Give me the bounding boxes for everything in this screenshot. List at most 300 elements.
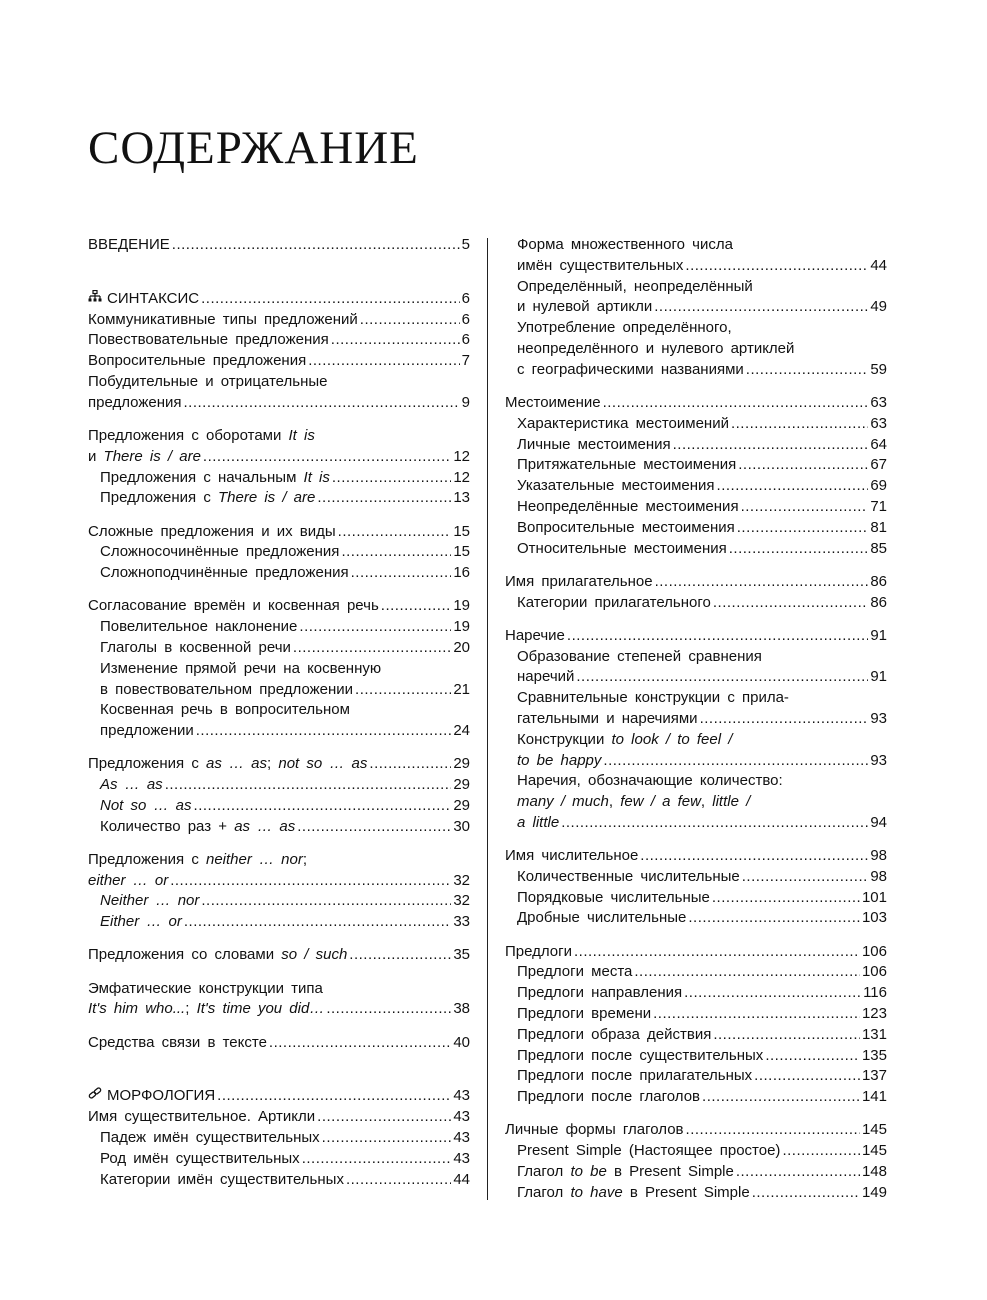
dot-leader <box>702 1087 860 1108</box>
toc-entry[interactable] <box>88 596 470 617</box>
toc-entry-title <box>100 638 291 659</box>
dot-leader <box>603 393 869 414</box>
toc-entry-text: a little <box>517 813 560 831</box>
toc-entry-text: Наречие <box>505 626 565 644</box>
toc-entry-title <box>100 1128 320 1149</box>
toc-page-number: 86 <box>870 572 887 590</box>
toc-entry-continuation <box>88 372 470 393</box>
toc-entry-title <box>88 289 199 310</box>
section-gap <box>88 966 470 978</box>
dot-leader <box>765 1046 860 1067</box>
toc-entry-text: предложения <box>88 393 182 411</box>
toc-entry[interactable] <box>88 310 470 331</box>
dot-leader <box>331 330 460 351</box>
dot-leader <box>561 813 868 834</box>
toc-page-number: 86 <box>870 593 887 611</box>
dot-leader <box>317 1107 451 1128</box>
toc-entry-text: Имя прилагательное <box>505 572 653 590</box>
toc-entry-title <box>88 979 323 1000</box>
toc-entry-title <box>517 1162 734 1183</box>
toc-page-number: 94 <box>870 813 887 831</box>
dot-leader <box>170 871 451 892</box>
dot-leader <box>686 1120 860 1141</box>
toc-entry-continuation <box>88 426 470 447</box>
toc-page-number: 123 <box>861 1005 887 1023</box>
toc-entry-title <box>517 360 744 381</box>
toc-entry-text: Глаголы в косвенной речи <box>100 638 291 656</box>
toc-entry-continuation <box>505 688 887 709</box>
toc-entry[interactable] <box>88 522 470 543</box>
toc-entry[interactable] <box>505 846 887 867</box>
section-gap <box>88 1020 470 1032</box>
toc-page-number: 91 <box>870 626 887 644</box>
toc-entry-title <box>100 891 199 912</box>
dot-leader <box>653 1004 860 1025</box>
dot-leader <box>782 1141 860 1162</box>
toc-entry-text: Личные местоимения <box>517 435 671 453</box>
toc-entry[interactable] <box>88 871 470 892</box>
toc-entry-title <box>505 626 565 647</box>
toc-page-number: 116 <box>863 984 887 1002</box>
toc-entry-continuation <box>505 647 887 668</box>
section-gap <box>88 256 470 289</box>
toc-entry[interactable] <box>505 497 887 518</box>
toc-page-number: 106 <box>861 963 887 981</box>
toc-entry[interactable] <box>88 775 470 796</box>
toc-entry-text: Предложения с as … as; not so … as <box>88 755 368 773</box>
toc-entry[interactable] <box>88 468 470 489</box>
toc-page-number: 6 <box>461 331 470 349</box>
toc-entry-text: Изменение прямой речи на косвенную <box>100 659 382 677</box>
toc-page-number: 6 <box>461 310 470 328</box>
toc-entry[interactable] <box>505 393 887 414</box>
toc-page-number: 98 <box>870 867 887 885</box>
toc-page-number: 63 <box>870 393 887 411</box>
toc-entry-title <box>517 888 710 909</box>
toc-page-number: 149 <box>861 1183 887 1201</box>
toc-entry-title <box>517 414 729 435</box>
toc-entry[interactable] <box>505 572 887 593</box>
toc-entry-title <box>517 1087 700 1108</box>
toc-entry-text: Имя числительное <box>505 847 639 865</box>
toc-page-number: 32 <box>453 871 470 889</box>
toc-entry-title <box>517 1025 711 1046</box>
toc-entry-title <box>517 1141 780 1162</box>
toc-entry-text: Предлоги после прилагательных <box>517 1067 753 1085</box>
toc-entry[interactable] <box>505 256 887 277</box>
toc-entry[interactable] <box>88 1149 470 1170</box>
toc-entry-text: Предлоги времени <box>517 1005 652 1023</box>
toc-page-number: 93 <box>870 751 887 769</box>
toc-entry-text: Коммуникативные типы предложений <box>88 310 358 328</box>
toc-entry-title <box>517 435 671 456</box>
toc-entry[interactable] <box>88 563 470 584</box>
dot-leader <box>673 435 869 456</box>
dot-leader <box>369 754 451 775</box>
toc-page-number: 9 <box>461 393 470 411</box>
toc-entry-title <box>100 817 295 838</box>
dot-leader <box>688 908 860 929</box>
dot-leader <box>293 638 451 659</box>
toc-entry-text: Глагол to have в Present Simple <box>517 1183 750 1201</box>
toc-entry[interactable] <box>88 351 470 372</box>
toc-entry-title <box>517 813 559 834</box>
toc-left-column <box>88 235 470 1190</box>
toc-entry-text: Повествовательные предложения <box>88 331 329 349</box>
toc-entry-continuation <box>88 979 470 1000</box>
toc-entry-text: Количество раз + as … as <box>100 817 296 835</box>
toc-entry-text: Вопросительные местоимения <box>517 518 735 536</box>
toc-entry-title <box>88 393 182 414</box>
dot-leader <box>172 235 460 256</box>
toc-entry-text: As … as <box>100 776 163 794</box>
toc-page-number: 35 <box>453 946 470 964</box>
toc-entry-text: Дробные числительные <box>517 909 687 927</box>
dot-leader <box>736 1162 860 1183</box>
toc-entry-text: Личные формы глаголов <box>505 1121 684 1139</box>
toc-entry-text: Not so … as <box>100 796 192 814</box>
toc-entry-title <box>517 983 682 1004</box>
toc-entry-text: Neither … nor <box>100 892 200 910</box>
dot-leader <box>351 563 452 584</box>
toc-entry-text: Предлоги места <box>517 963 633 981</box>
toc-entry[interactable] <box>505 983 887 1004</box>
toc-entry[interactable] <box>505 455 887 476</box>
toc-entry-text: to be happy <box>517 751 602 769</box>
toc-entry-text: Косвенная речь в вопросительном <box>100 701 350 719</box>
toc-entry-text: Форма множественного числа <box>517 236 733 253</box>
toc-page-number: 44 <box>453 1170 470 1188</box>
toc-entry[interactable] <box>88 680 470 701</box>
dot-leader <box>738 455 868 476</box>
section-gap <box>88 933 470 945</box>
toc-entry[interactable] <box>505 297 887 318</box>
toc-entry[interactable] <box>88 721 470 742</box>
dot-leader <box>196 721 452 742</box>
toc-entry[interactable] <box>88 891 470 912</box>
toc-entry-text: Сложноподчинённые предложения <box>100 564 349 582</box>
toc-entry-title <box>517 1183 750 1204</box>
toc-entry-text: Предложения со словами so / such <box>88 946 348 964</box>
dot-leader <box>603 751 868 772</box>
page-title: СОДЕРЖАНИЕ <box>88 122 419 174</box>
toc-page-number: 33 <box>453 913 470 931</box>
dot-leader <box>742 867 869 888</box>
toc-entry-title <box>88 1033 267 1054</box>
dot-leader <box>640 846 868 867</box>
toc-entry-text: Средства связи в тексте <box>88 1033 267 1051</box>
toc-entry[interactable] <box>88 289 470 310</box>
toc-page-number: 19 <box>453 597 470 615</box>
toc-entry[interactable] <box>505 1025 887 1046</box>
toc-entry-text: Падеж имён существительных <box>100 1129 320 1147</box>
toc-entry-text: Указательные местоимения <box>517 477 715 495</box>
toc-entry-text: с географическими названиями <box>517 360 744 378</box>
toc-page-number: 24 <box>453 722 470 740</box>
dot-leader <box>731 414 868 435</box>
dot-leader <box>700 709 869 730</box>
toc-page-number: 7 <box>461 352 470 370</box>
section-gap <box>88 584 470 596</box>
toc-page-number: 103 <box>861 909 887 927</box>
toc-entry[interactable] <box>88 945 470 966</box>
toc-entry-title <box>517 318 732 339</box>
syntax-icon <box>88 289 103 310</box>
section-gap <box>88 414 470 426</box>
toc-entry-title <box>517 256 683 277</box>
toc-page-number: 13 <box>453 489 470 507</box>
toc-entry-title <box>505 572 653 593</box>
toc-entry-text: It's him who...; It's time you did… <box>88 1000 325 1018</box>
section-gap <box>88 742 470 754</box>
dot-leader <box>297 817 451 838</box>
toc-page-number: 71 <box>870 497 887 515</box>
toc-entry[interactable] <box>88 912 470 933</box>
toc-page-number: 106 <box>861 942 887 960</box>
toc-entry-title <box>517 1066 752 1087</box>
toc-page-number: 5 <box>461 236 470 253</box>
dot-leader <box>308 351 459 372</box>
dot-leader <box>338 522 452 543</box>
toc-entry[interactable] <box>505 908 887 929</box>
toc-entry[interactable] <box>88 393 470 414</box>
toc-entry[interactable] <box>505 539 887 560</box>
toc-entry-title <box>88 447 201 468</box>
toc-entry-text: Предложения с начальным It is <box>100 468 330 486</box>
section-gap <box>505 834 887 846</box>
toc-entry-title <box>100 912 182 933</box>
toc-entry-text: предложении <box>100 722 194 740</box>
toc-entry-continuation <box>505 339 887 360</box>
toc-entry-title <box>100 542 339 563</box>
toc-page-number: 6 <box>461 289 470 307</box>
toc-entry-text: Порядковые числительные <box>517 888 710 906</box>
toc-entry-title <box>100 617 297 638</box>
toc-entry-text: Предлоги направления <box>517 984 683 1002</box>
toc-entry[interactable] <box>505 942 887 963</box>
toc-entry[interactable] <box>505 1120 887 1141</box>
toc-entry[interactable] <box>88 542 470 563</box>
section-gap <box>88 509 470 521</box>
toc-entry-title <box>517 647 762 668</box>
toc-entry-title <box>517 730 732 751</box>
toc-entry-continuation <box>505 318 887 339</box>
toc-entry-title <box>517 771 783 792</box>
toc-entry[interactable] <box>88 999 470 1020</box>
toc-entry-continuation <box>88 659 470 680</box>
toc-entry-text: Количественные числительные <box>517 867 740 885</box>
toc-entry-title <box>100 468 330 489</box>
toc-entry-text: Образование степеней сравнения <box>517 647 762 665</box>
dot-leader <box>332 468 451 489</box>
toc-page-number: 145 <box>861 1142 887 1160</box>
toc-entry-title <box>517 962 632 983</box>
dot-leader <box>194 796 452 817</box>
toc-entry[interactable] <box>505 709 887 730</box>
dot-leader <box>752 1183 860 1204</box>
dot-leader <box>217 1086 451 1107</box>
dot-leader <box>712 888 860 909</box>
toc-entry-continuation <box>88 850 470 871</box>
toc-entry-title <box>100 700 350 721</box>
toc-entry[interactable] <box>505 476 887 497</box>
toc-entry[interactable] <box>88 796 470 817</box>
toc-entry-text: Сложные предложения и их виды <box>88 522 336 540</box>
toc-page-number: 101 <box>861 888 887 906</box>
toc-entry[interactable] <box>88 488 470 509</box>
toc-entry-text: Согласование времён и косвенная речь <box>88 597 379 615</box>
toc-entry[interactable] <box>505 1162 887 1183</box>
dot-leader <box>713 593 868 614</box>
toc-page-number: 21 <box>453 680 470 698</box>
toc-page-number: 135 <box>861 1046 887 1064</box>
toc-entry[interactable] <box>505 962 887 983</box>
dot-leader <box>184 393 460 414</box>
toc-entry-title <box>517 476 715 497</box>
toc-entry-title <box>517 1046 763 1067</box>
toc-entry[interactable] <box>505 1087 887 1108</box>
dot-leader <box>567 626 868 647</box>
toc-page-number: 29 <box>453 776 470 794</box>
toc-entry[interactable] <box>88 1086 470 1107</box>
toc-entry-text: Определённый, неопределённый <box>517 277 753 295</box>
toc-page-number: 91 <box>870 668 887 686</box>
toc-entry-text: Относительные местоимения <box>517 539 727 557</box>
toc-entry[interactable] <box>88 754 470 775</box>
dot-leader <box>684 983 861 1004</box>
dot-leader <box>302 1149 452 1170</box>
dot-leader <box>654 297 868 318</box>
toc-entry[interactable] <box>88 617 470 638</box>
toc-entry-text: и нулевой артикли <box>517 298 653 316</box>
toc-entry[interactable] <box>505 360 887 381</box>
toc-page-number: 81 <box>870 518 887 536</box>
toc-entry[interactable] <box>505 1183 887 1204</box>
dot-leader <box>355 680 451 701</box>
toc-page-number: 43 <box>453 1129 470 1147</box>
toc-entry-title <box>88 871 168 892</box>
toc-entry-text: Either … or <box>100 913 182 931</box>
toc-entry-text: Конструкции to look / to feel / <box>517 730 733 748</box>
toc-entry-text: гательными и наречиями <box>517 709 698 727</box>
dot-leader <box>322 1128 452 1149</box>
toc-entry[interactable] <box>505 626 887 647</box>
dot-leader <box>326 999 451 1020</box>
toc-entry-title <box>88 310 358 331</box>
toc-page-number: 64 <box>870 435 887 453</box>
dot-leader <box>717 476 869 497</box>
toc-entry[interactable] <box>88 1033 470 1054</box>
section-gap <box>505 929 887 941</box>
toc-entry[interactable] <box>505 1066 887 1087</box>
toc-entry[interactable] <box>505 1046 887 1067</box>
toc-entry-text: Предлоги образа действия <box>517 1025 712 1043</box>
toc-page-number: 29 <box>453 796 470 814</box>
toc-entry-title <box>88 754 367 775</box>
toc-entry[interactable] <box>88 447 470 468</box>
toc-entry-title <box>517 792 750 813</box>
toc-entry[interactable] <box>88 817 470 838</box>
toc-entry[interactable] <box>88 330 470 351</box>
toc-entry-text: в повествовательном предложении <box>100 680 354 698</box>
toc-entry[interactable] <box>88 1107 470 1128</box>
toc-page-number: 85 <box>870 539 887 557</box>
toc-page-number: 131 <box>861 1025 887 1043</box>
toc-entry[interactable] <box>505 888 887 909</box>
dot-leader <box>184 912 451 933</box>
toc-entry-continuation <box>505 235 887 256</box>
toc-entry-title <box>517 709 698 730</box>
toc-page-number: 30 <box>453 817 470 835</box>
toc-entry[interactable] <box>88 1128 470 1149</box>
toc-entry-title <box>88 850 307 871</box>
toc-entry-continuation <box>505 771 887 792</box>
toc-entry-text: Наречия, обозначающие количество: <box>517 772 783 790</box>
toc-entry-continuation <box>88 700 470 721</box>
toc-entry[interactable] <box>88 235 470 256</box>
dot-leader <box>685 256 868 277</box>
toc-entry-title <box>88 1086 215 1107</box>
toc-entry[interactable] <box>505 593 887 614</box>
toc-page-number: 141 <box>861 1088 887 1106</box>
toc-entry-text: Категории прилагательного <box>517 593 711 611</box>
section-gap <box>505 381 887 393</box>
toc-entry[interactable] <box>505 1141 887 1162</box>
toc-entry[interactable] <box>505 1004 887 1025</box>
toc-entry[interactable] <box>505 414 887 435</box>
toc-entry[interactable] <box>88 1170 470 1191</box>
toc-page-number: 59 <box>870 360 887 378</box>
toc-page-number: 19 <box>453 618 470 636</box>
toc-entry-title <box>517 277 753 298</box>
toc-entry-title <box>517 1004 651 1025</box>
toc-entry-title <box>100 488 315 509</box>
dot-leader <box>746 360 869 381</box>
toc-entry[interactable] <box>505 867 887 888</box>
toc-entry-title <box>517 688 789 709</box>
toc-entry-text: Притяжательные местоимения <box>517 456 737 474</box>
toc-entry-title <box>517 667 574 688</box>
toc-entry-text: имён существительных <box>517 256 684 274</box>
dot-leader <box>201 289 460 310</box>
dot-leader <box>754 1066 860 1087</box>
toc-entry-title <box>100 775 163 796</box>
toc-entry-text: Предложения с There is / are <box>100 489 316 507</box>
toc-entry-title <box>505 846 638 867</box>
toc-entry[interactable] <box>505 435 887 456</box>
toc-entry-text: Предлоги после глаголов <box>517 1088 701 1106</box>
toc-entry[interactable] <box>505 667 887 688</box>
toc-page-number: 69 <box>870 477 887 495</box>
toc-entry[interactable] <box>88 638 470 659</box>
toc-entry[interactable] <box>505 813 887 834</box>
toc-entry[interactable] <box>505 518 887 539</box>
toc-page-number: 12 <box>453 468 470 486</box>
dot-leader <box>299 617 451 638</box>
toc-entry-text: many / much, few / a few, little / <box>517 793 751 811</box>
toc-entry-continuation <box>505 277 887 298</box>
toc-entry-text: Сравнительные конструкции с прила- <box>517 689 789 707</box>
dot-leader <box>165 775 452 796</box>
toc-entry-title <box>517 235 733 256</box>
toc-entry-text: either … or <box>88 871 169 889</box>
toc-entry-text: ВВЕДЕНИЕ <box>88 236 170 253</box>
dot-leader <box>349 945 451 966</box>
toc-entry-title <box>100 680 353 701</box>
toc-page-number: 15 <box>453 522 470 540</box>
toc-entry[interactable] <box>505 751 887 772</box>
toc-entry-title <box>88 351 306 372</box>
